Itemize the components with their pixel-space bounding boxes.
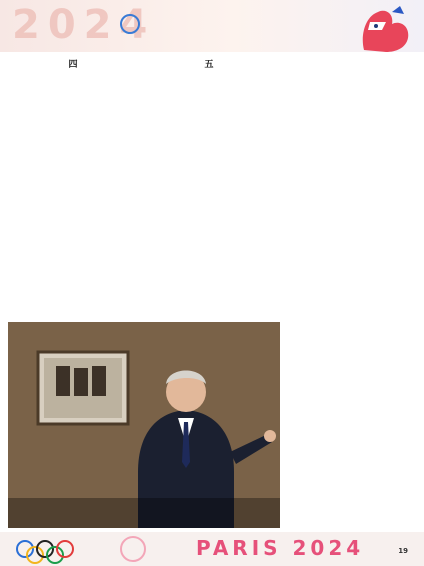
page-number: 19: [398, 547, 408, 555]
olympic-ring-pink: [120, 536, 146, 562]
article-column-left: [10, 56, 136, 77]
article-column-middle: [146, 56, 272, 77]
olympic-rings-logo: [120, 14, 140, 34]
year-watermark: 2024: [12, 2, 156, 48]
olympic-ring-red: [56, 540, 74, 558]
photo-illustration: [8, 322, 280, 528]
paris-2024-logo: PARIS 2024: [196, 536, 365, 560]
section-number: 五: [204, 60, 214, 70]
mascot-icon: [356, 4, 414, 54]
header-band: [0, 0, 424, 52]
footer-band: [0, 532, 424, 566]
section-number: 四: [68, 60, 78, 70]
article-photo: [8, 322, 280, 528]
